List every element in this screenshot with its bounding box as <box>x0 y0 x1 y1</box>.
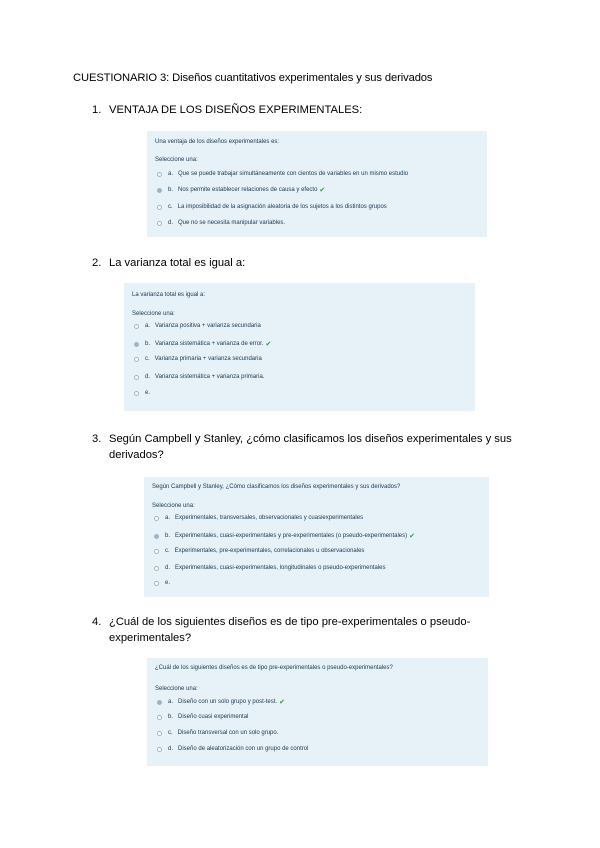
option-d[interactable] <box>157 220 285 226</box>
question-heading-3 <box>92 431 532 463</box>
radio-button[interactable] <box>154 566 159 571</box>
option-text: Diseño transversal con un solo grupo. <box>177 730 279 736</box>
question-stem: Una ventaja de los diseños experimentales es: <box>155 139 280 145</box>
question-text: La varianza total es igual a: <box>109 257 246 269</box>
question-text: Según Campbell y Stanley, ¿cómo clasificamos los diseños experimentales y sus derivados? <box>109 433 512 461</box>
option-letter: a. <box>145 323 151 329</box>
option-text: Varianza positiva + varianza secundaria <box>155 323 261 329</box>
document-title: CUESTIONARIO 3: Diseños cuantitativos experimentales y sus derivados <box>73 72 433 84</box>
radio-button-selected[interactable] <box>157 700 162 705</box>
question-number: 1. <box>92 104 102 116</box>
option-e[interactable] <box>154 580 175 586</box>
radio-button-selected[interactable] <box>154 534 159 539</box>
question-heading-4 <box>92 614 532 646</box>
option-letter: c. <box>165 548 170 554</box>
option-c[interactable] <box>134 356 262 362</box>
radio-button[interactable] <box>157 731 162 736</box>
question-number: 4. <box>92 616 102 628</box>
option-letter: b. <box>168 187 174 193</box>
option-text: Experimentales, cuasi-experimentales y pre-experimentales (o pseudo-experimentales) <box>175 533 408 539</box>
option-b[interactable] <box>157 186 325 194</box>
option-letter: d. <box>168 220 174 226</box>
option-text: Que no se necesita manipular variables. <box>178 220 286 226</box>
question-card-3 <box>144 477 489 597</box>
select-one-label: Seleccione una: <box>155 686 198 692</box>
question-card-4 <box>147 658 488 766</box>
option-letter: d. <box>145 374 151 380</box>
question-number: 2. <box>92 257 102 269</box>
option-b[interactable] <box>154 532 415 540</box>
select-one-label: Seleccione una: <box>155 157 198 163</box>
option-letter: e. <box>145 390 151 396</box>
option-letter: d. <box>168 746 174 752</box>
option-c[interactable] <box>157 730 278 736</box>
option-letter: a. <box>168 699 174 705</box>
option-c[interactable] <box>154 548 364 554</box>
checkmark-icon: ✔ <box>409 533 415 540</box>
question-text: ¿Cuál de los siguientes diseños es de tipo pre-experimentales o pseudo-experimentales? <box>109 616 471 644</box>
option-letter: b. <box>145 341 151 347</box>
option-a[interactable] <box>154 515 363 521</box>
option-b[interactable] <box>157 714 248 720</box>
option-text: Nos permite establecer relaciones de causa y efecto <box>178 187 318 193</box>
option-d[interactable] <box>134 374 264 380</box>
option-a[interactable] <box>157 698 285 706</box>
checkmark-icon: ✔ <box>265 341 272 348</box>
radio-button-selected[interactable] <box>157 188 162 193</box>
option-text: Experimentales, pre-experimentales, correlacionales u observacionales <box>174 548 365 554</box>
option-text: Que se puede trabajar simultáneamente con cientos de variables en un mismo estudio <box>178 171 409 177</box>
question-heading-2 <box>92 255 532 271</box>
option-d[interactable] <box>154 565 385 571</box>
option-text: Varianza sistemática + varianza primaria. <box>155 374 265 380</box>
question-card-2 <box>124 283 475 411</box>
option-text: Diseño cuasi experimental <box>178 714 249 720</box>
radio-button[interactable] <box>154 516 159 521</box>
radio-button[interactable] <box>157 205 162 210</box>
option-letter: d. <box>165 565 171 571</box>
question-text: VENTAJA DE LOS DISEÑOS EXPERIMENTALES: <box>109 104 363 116</box>
option-letter: c. <box>168 204 173 210</box>
radio-button[interactable] <box>154 581 159 586</box>
question-number: 3. <box>92 433 102 445</box>
option-text: Diseño con un solo grupo y post-test. <box>178 699 278 705</box>
option-d[interactable] <box>157 746 308 752</box>
select-one-label: Seleccione una: <box>132 311 175 317</box>
option-a[interactable] <box>157 171 408 177</box>
question-card-1 <box>147 131 487 237</box>
option-letter: b. <box>165 533 171 539</box>
checkmark-icon: ✔ <box>319 187 326 194</box>
radio-button-selected[interactable] <box>134 342 139 347</box>
radio-button[interactable] <box>157 715 162 720</box>
option-text: Experimentales, cuasi-experimentales, longitudinales o pseudo-experimentales <box>175 565 386 571</box>
radio-button[interactable] <box>154 549 159 554</box>
option-c[interactable] <box>157 204 387 210</box>
option-b[interactable] <box>134 340 271 348</box>
radio-button[interactable] <box>134 324 139 329</box>
radio-button[interactable] <box>157 221 162 226</box>
option-letter: a. <box>165 515 171 521</box>
option-text: La imposibilidad de la asignación aleatoria de los sujetos a los distintos grupos <box>177 204 387 210</box>
radio-button[interactable] <box>134 357 139 362</box>
option-text: Experimentales, transversales, observacionales y cuasiexperimentales <box>175 515 364 521</box>
checkmark-icon: ✔ <box>279 699 285 706</box>
question-stem: ¿Cuál de los siguientes diseños es de tipo pre-experimentales o pseudo-experimentales? <box>155 665 393 671</box>
option-text: Varianza primaria + varianza secundaria <box>154 356 262 362</box>
option-text: Varianza sistemática + varianza de error. <box>155 341 264 347</box>
radio-button[interactable] <box>134 375 139 380</box>
question-stem: Según Campbell y Stanley, ¿Cómo clasificamos los diseños experimentales y sus derivados? <box>152 484 401 490</box>
option-letter: c. <box>168 730 173 736</box>
option-letter: b. <box>168 714 174 720</box>
option-e[interactable] <box>134 390 155 396</box>
option-letter: a. <box>168 171 174 177</box>
question-heading-1 <box>92 102 532 118</box>
radio-button[interactable] <box>157 747 162 752</box>
radio-button[interactable] <box>157 172 162 177</box>
option-letter: c. <box>145 356 150 362</box>
select-one-label: Seleccione una: <box>152 503 195 509</box>
question-stem: La varianza total es igual a: <box>132 292 206 298</box>
option-letter: e. <box>165 580 171 586</box>
option-a[interactable] <box>134 323 261 329</box>
option-text: Diseño de aleatorización con un grupo de control <box>178 746 309 752</box>
radio-button[interactable] <box>134 391 139 396</box>
